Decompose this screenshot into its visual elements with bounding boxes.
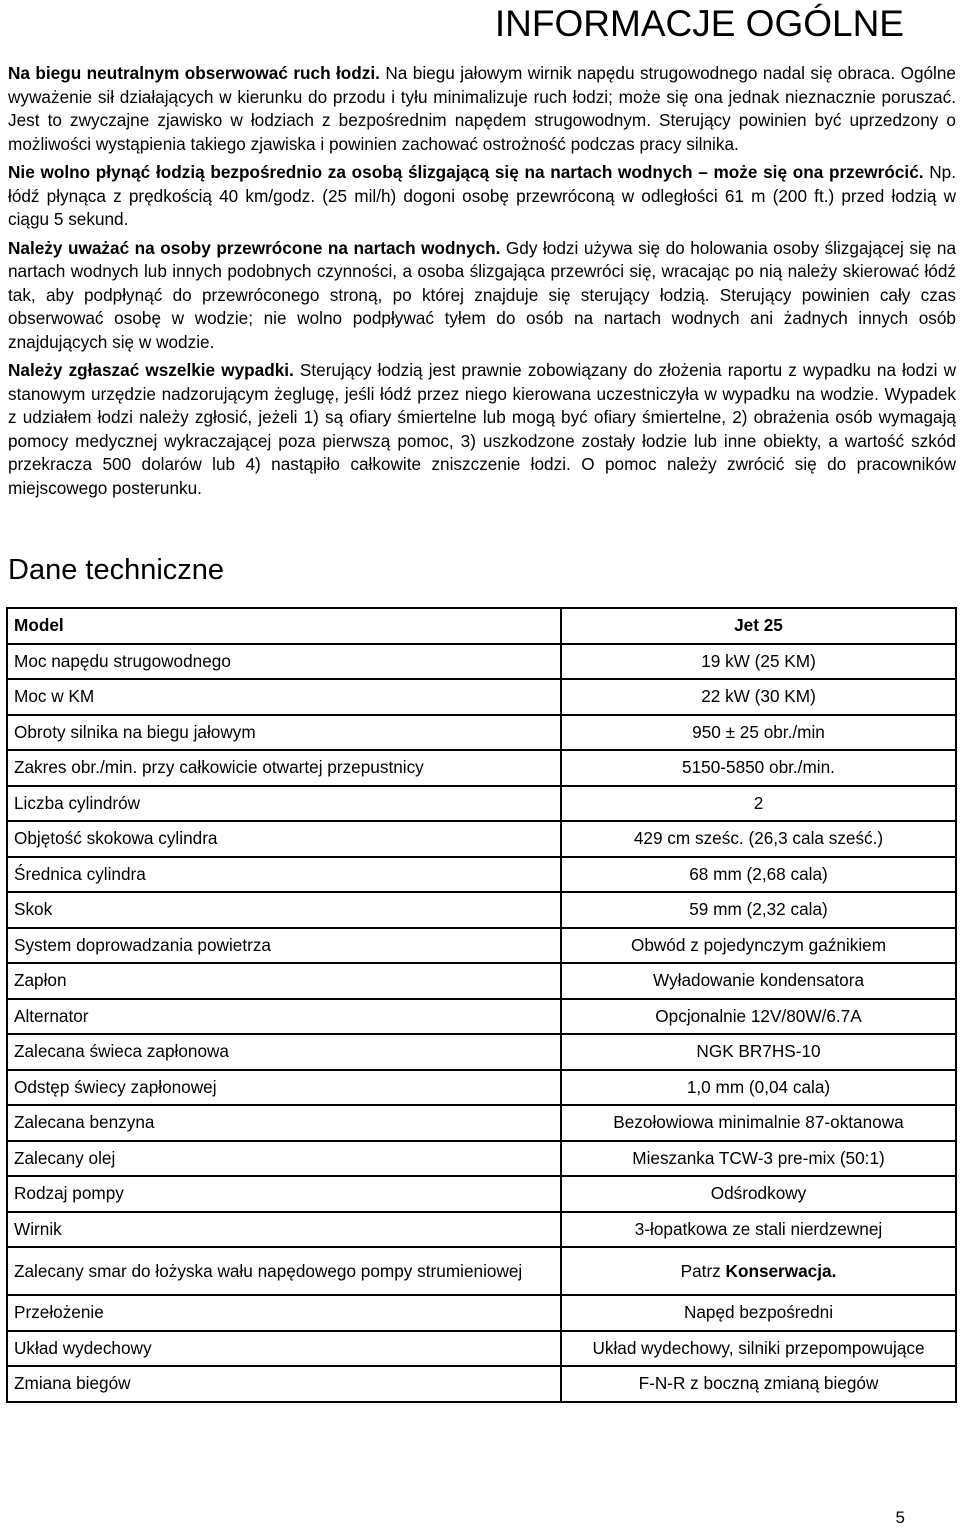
spec-label: Odstęp świecy zapłonowej xyxy=(7,1070,561,1106)
spec-label: Alternator xyxy=(7,999,561,1035)
spec-label: System doprowadzania powietrza xyxy=(7,928,561,964)
table-row xyxy=(7,1366,956,1402)
spec-value: Napęd bezpośredni xyxy=(561,1295,956,1331)
paragraph-lead: Na biegu neutralnym obserwować ruch łodzi. xyxy=(8,63,380,83)
spec-value: 68 mm (2,68 cala) xyxy=(561,857,956,893)
section-title: Dane techniczne xyxy=(8,554,225,586)
paragraph-lead: Należy uważać na osoby przewrócone na nartach wodnych. xyxy=(8,237,501,258)
table-row xyxy=(7,1331,956,1367)
spec-value: 2 xyxy=(561,786,956,822)
paragraph-body: Sterujący łodzią jest prawnie zobowiązany do złożenia raportu z wypadku na łodzi w stanowym urzędzie nadzorującym żeglugę, jeśli łódź przez niego kierowana uczestniczyła w wypadku na wodzie. Wypadek z udziałem łodzi należy zgłosić, jeżeli 1) są ofiary śmiertelne lub mogą być ofiary śmiertelne, 2) obrażenia osób wymagają pomocy medycznej wykraczającej poza pierwszą pomoc, 3) uszkodzone zostały łodzie lub inne obiekty, a wartość szkód przekracza 500 dolarów lub 4) nastąpiło całkowite zniszczenie łodzi. O pomoc należy zwrócić się do pracowników miejscowego posterunku. xyxy=(8,360,956,498)
paragraph-lead: Należy zgłaszać wszelkie wypadki. xyxy=(8,360,294,380)
spec-value: Jet 25 xyxy=(561,608,956,644)
table-row xyxy=(7,963,956,999)
spec-label: Skok xyxy=(7,892,561,928)
spec-label: Zmiana biegów xyxy=(7,1366,561,1402)
spec-table xyxy=(6,607,957,1403)
spec-label: Zalecana benzyna xyxy=(7,1105,561,1141)
spec-value: Obwód z pojedynczym gaźnikiem xyxy=(561,928,956,964)
spec-value: Bezołowiowa minimalnie 87-oktanowa xyxy=(561,1105,956,1141)
spec-label: Zalecana świeca zapłonowa xyxy=(7,1034,561,1070)
spec-label: Liczba cylindrów xyxy=(7,786,561,822)
spec-value: 59 mm (2,32 cala) xyxy=(561,892,956,928)
table-row xyxy=(7,644,956,680)
table-row xyxy=(7,1212,956,1248)
spec-value: 429 cm sześc. (26,3 cala sześć.) xyxy=(561,821,956,857)
spec-value xyxy=(561,1247,956,1295)
spec-label: Przełożenie xyxy=(7,1295,561,1331)
spec-value: Odśrodkowy xyxy=(561,1176,956,1212)
spec-label: Zalecany olej xyxy=(7,1141,561,1177)
table-row xyxy=(7,1141,956,1177)
spec-value: F-N-R z boczną zmianą biegów xyxy=(561,1366,956,1402)
spec-label: Układ wydechowy xyxy=(7,1331,561,1367)
page-number: 5 xyxy=(895,1508,905,1527)
paragraph xyxy=(8,237,956,355)
spec-value: 950 ± 25 obr./min xyxy=(561,715,956,751)
table-row xyxy=(7,679,956,715)
table-row xyxy=(7,786,956,822)
spec-value-prefix: Patrz xyxy=(680,1260,726,1281)
spec-label: Model xyxy=(7,608,561,644)
table-row xyxy=(7,1176,956,1212)
spec-label: Wirnik xyxy=(7,1212,561,1248)
spec-label: Zalecany smar do łożyska wału napędowego pompy strumieniowej xyxy=(7,1247,561,1295)
paragraph xyxy=(8,359,956,500)
spec-value: 1,0 mm (0,04 cala) xyxy=(561,1070,956,1106)
paragraph-body: Np. łódź płynąca z prędkością 40 km/godz. (25 mil/h) dogoni osobę przewróconą w odległości 61 m (200 ft.) przed łodzią w ciągu 5 sekund. xyxy=(8,162,956,229)
table-row xyxy=(7,857,956,893)
spec-value: Mieszanka TCW-3 pre-mix (50:1) xyxy=(561,1141,956,1177)
spec-label: Objętość skokowa cylindra xyxy=(7,821,561,857)
spec-label: Moc napędu strugowodnego xyxy=(7,644,561,680)
spec-value: Wyładowanie kondensatora xyxy=(561,963,956,999)
table-row xyxy=(7,892,956,928)
table-row xyxy=(7,1295,956,1331)
table-row xyxy=(7,928,956,964)
table-row xyxy=(7,1247,956,1295)
table-row xyxy=(7,1105,956,1141)
table-header-row xyxy=(7,608,956,644)
spec-value: 5150-5850 obr./min. xyxy=(561,750,956,786)
spec-label: Średnica cylindra xyxy=(7,857,561,893)
spec-value: 22 kW (30 KM) xyxy=(561,679,956,715)
spec-label: Zakres obr./min. przy całkowicie otwartej przepustnicy xyxy=(7,750,561,786)
spec-value: 3-łopatkowa ze stali nierdzewnej xyxy=(561,1212,956,1248)
table-row xyxy=(7,1034,956,1070)
spec-label: Obroty silnika na biegu jałowym xyxy=(7,715,561,751)
spec-label: Rodzaj pompy xyxy=(7,1176,561,1212)
maintenance-reference: Konserwacja. xyxy=(725,1260,837,1281)
table-row xyxy=(7,750,956,786)
table-row xyxy=(7,715,956,751)
table-row xyxy=(7,1070,956,1106)
paragraph-body: Na biegu jałowym wirnik napędu strugowodnego nadal się obraca. Ogólne wyważenie sił działających w kierunku do przodu i tyłu minimalizuje ruch łodzi; może się ona jednak nieznacznie poruszać. Jest to zwyczajne zjawisko w łodziach z bezpośrednim napędem strugowodnym. Sterujący powinien być uprzedzony o możliwości wystąpienia takiego zjawiska i powinien zachować ostrożność podczas pracy silnika. xyxy=(8,63,956,154)
paragraph-lead: Nie wolno płynąć łodzią bezpośrednio za osobą ślizgającą się na nartach wodnych – może się ona przewrócić. xyxy=(8,162,924,182)
spec-value: Opcjonalnie 12V/80W/6.7A xyxy=(561,999,956,1035)
table-row xyxy=(7,999,956,1035)
general-info-text xyxy=(8,62,956,505)
paragraph-body: Gdy łodzi używa się do holowania osoby ślizgającej się na nartach wodnych lub innych podobnych czynności, a osoba ślizgająca przewróci się, wracając po nią należy skierować łódź tak, aby podpłynąć do przewróconego stroną, po której znajduje się sterujący łodzią. Sterujący powinien cały czas obserwować osobę w wodzie; nie wolno podpływać tyłem do osób na nartach wodnych ani żadnych innych osób znajdujących się w wodzie. xyxy=(8,237,957,352)
spec-label: Moc w KM xyxy=(7,679,561,715)
paragraph xyxy=(8,161,956,232)
spec-value: Układ wydechowy, silniki przepompowujące xyxy=(561,1331,956,1367)
spec-label: Zapłon xyxy=(7,963,561,999)
page-title: INFORMACJE OGÓLNE xyxy=(494,3,904,44)
spec-value: NGK BR7HS-10 xyxy=(561,1034,956,1070)
spec-value: 19 kW (25 KM) xyxy=(561,644,956,680)
table-row xyxy=(7,821,956,857)
paragraph xyxy=(8,62,956,156)
